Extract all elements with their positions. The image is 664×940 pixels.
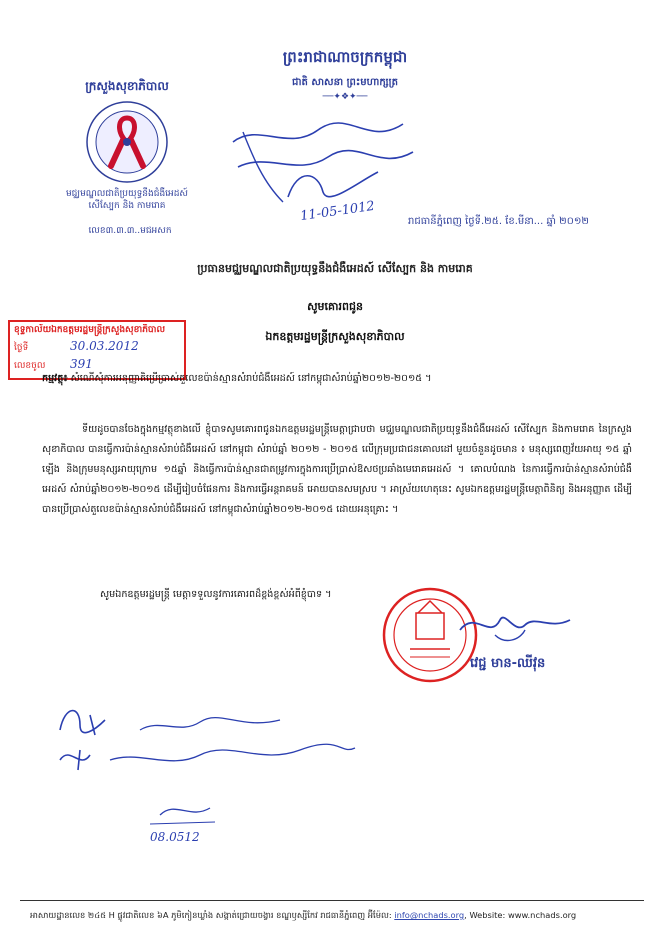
stamp-number-value: 391 (70, 357, 93, 371)
center-name (42, 188, 212, 212)
signature (455, 600, 575, 650)
recipient-minister: ឯកឧត្តមរដ្ឋមន្ត្រីក្រសួងសុខាភិបាល (265, 330, 405, 343)
footer-email-link[interactable]: info@nchads.org (394, 910, 465, 920)
handwritten-bottom-date: 08.0512 (150, 830, 200, 844)
stamp-number-label: លេខចូល (14, 361, 46, 371)
handwritten-date: 11-05-1012 (299, 198, 376, 225)
footer-website-label: Website: (469, 910, 506, 920)
reference-number: លេខ៣.៣.៣..មជអសក (88, 226, 172, 236)
received-stamp (8, 320, 186, 380)
footer: អាសាយដ្ឋានលេខ ២៤៥ H ផ្លូវជាតិលេខ ៦A ភូមិកៀនឃ្លាំង សង្កាត់ជ្រោយចង្វារ ខណ្ឌឫស្សីកែវ រាជធានីភ្នំពេញ អ៊ីម៉ែល: info@nchads.org, Website: www.nchads.org (30, 910, 577, 920)
letter-date: រាជធានីភ្នំពេញ ថ្ងៃទី.២៥. ខែ.មីនា... ឆ្នាំ ២០១២ (408, 216, 589, 227)
center-name-line1: មជ្ឈមណ្ឌលជាតិប្រយុទ្ធនឹងជំងឺអេដស៍ (65, 189, 189, 199)
stamp-date-label: ថ្ងៃទី (14, 343, 29, 353)
ministry-name: ក្រសួងសុខាភិបាល (85, 79, 169, 93)
letter-body: ទីយដូចបានចែងក្នុងកម្មវត្ថុខាងលើ ខ្ញុំបាទសូមគោរពជូនឯកឧត្តមរដ្ឋមន្ត្រីមេត្តាជ្រាបថា មជ្ឈមណ្ឌលជាតិប្រយុទ្ធនឹងជំងឺអេដស៍ សើស្បែក និងកាមរោគ នៃក្រសួងសុខាភិបាល បានធ្វើការប៉ាន់ស្មានសំរាប់ជំងឺអេដស៍ នៅកម្ពុជា សំរាប់ឆ្នាំ ២០១២ - ២០១៥ លើក្រុមប្រជាជនគោលដៅ មួយចំនួនដូចមាន ៖ មនុស្សពេញវ័យអាយុ ១៥ ឆ្នាំឡើង និងក្រុមមនុស្សអាយុក្រោម ១៥ឆ្នាំ និងធ្វើការប៉ាន់ស្មានជាតម្រូវការក្នុងការប្រើប្រាស់ឱសថប្រឆាំងមេរោគអេដស៍ ។ គោលបំណង នៃការធ្វើការប៉ាន់ស្មានសំរាប់ជំងឺអេដស៍ សំរាប់ឆ្នាំ២០១២-២០១៥ ដើម្បីរៀបចំផែនការ និងការធ្វើអន្តរាគមន៍ អោយបានសមស្រប ។ អាស្រ័យហេតុនេះ សូមឯកឧត្តមរដ្ឋមន្ត្រីមេត្តាពិនិត្យ និងអនុញ្ញាត ដើម្បីបានប្រើប្រាស់តួលេខប៉ាន់ស្មានសំរាប់ជំងឺអេដស៍ នៅកម្ពុជាសំរាប់ឆ្នាំ២០១២-២០១៥ ដោយអនុគ្រោះ ។ (42, 424, 632, 515)
national-motto: ជាតិ សាសនា ព្រះមហាក្សត្រ (292, 77, 398, 88)
stamp-title: ខុទ្ទកាល័យឯកឧត្តមរដ្ឋមន្ត្រីក្រសួងសុខាភិបាល (14, 325, 166, 335)
footer-divider (20, 900, 644, 901)
ornament-divider: ──✦❖✦── (322, 92, 368, 102)
stamp-date-value: 30.03.2012 (70, 339, 139, 353)
closing-sentence: សូមឯកឧត្តមរដ្ឋមន្ត្រី មេត្តាទទួលនូវការគោរពដ៏ខ្ពង់ខ្ពស់អំពីខ្ញុំបាទ ។ (100, 589, 332, 600)
sender-title: ប្រធានមជ្ឈមណ្ឌលជាតិប្រយុទ្ធនឹងជំងឺអេដស៍ សើស្បែក និង កាមរោគ (197, 262, 473, 275)
center-name-line2: សើស្បែក និង កាមរោគ (88, 201, 166, 211)
footer-website-link[interactable]: www.nchads.org (507, 910, 577, 920)
subject-text: សំណើសុំការអនុញ្ញាតិប្រើប្រាស់តួលេខប៉ាន់ស្មានសំរាប់ជំងឺអេដស៍ នៅកម្ពុជាសំរាប់ឆ្នាំ២០១២-២០១៥ ។ (70, 373, 432, 384)
footer-address: អាសាយដ្ឋានលេខ ២៤៥ H ផ្លូវជាតិលេខ ៦A ភូមិកៀនឃ្លាំង សង្កាត់ជ្រោយចង្វារ ខណ្ឌឫស្សីកែវ រាជធានីភ្នំពេញ អ៊ីម៉ែល: (30, 910, 392, 920)
subject-label: កម្មវត្ថុ៖ (42, 373, 68, 384)
nchads-logo (85, 100, 169, 184)
kingdom-title: ព្រះរាជាណាចក្រកម្ពុជា (282, 48, 408, 66)
signer-name: វេជ្ជ មាន-ឈីវុន (470, 656, 546, 671)
subject-line (42, 372, 632, 386)
handwritten-notes (50, 700, 370, 840)
salutation: សូមគោរពជូន (307, 300, 363, 313)
